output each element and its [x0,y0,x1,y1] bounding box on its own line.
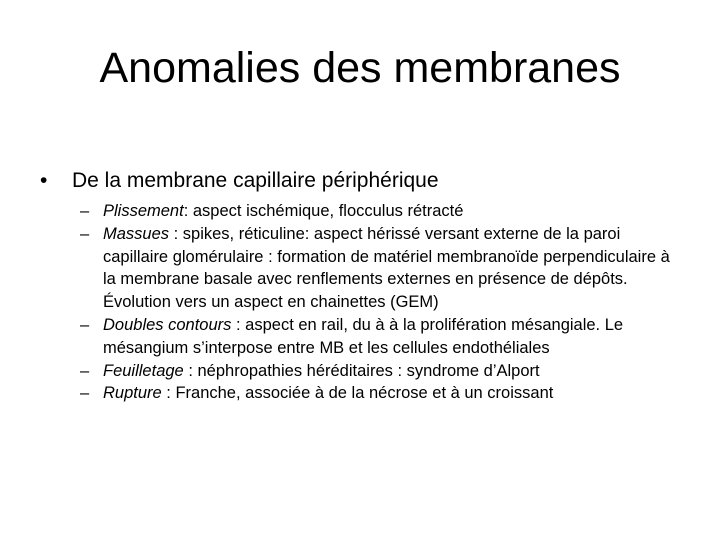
item-term: Rupture [103,384,162,403]
item-text: : Franche, associée à de la nécrose et à un croissant [161,384,554,403]
item-text: : néphropathies héréditaires : syndrome d’Alport [183,361,540,380]
bullet-marker: • [40,169,48,192]
dash-marker: – [80,224,90,243]
sub-bullet-item [80,382,680,405]
item-text: : aspect en rail, du à à la prolifération mésangiale. Le mésangium s’interpose entre MB et les cellules endothéliales [103,315,624,357]
slide-content [40,166,690,405]
sub-bullet-item [80,223,680,314]
item-term: Feuilletage [103,361,184,380]
item-term: Doubles contours [103,315,232,334]
dash-marker: – [80,315,90,334]
dash-marker: – [80,202,90,220]
dash-marker: – [80,361,90,380]
sub-bullet-item [80,314,680,360]
item-term: Massues [103,224,170,243]
bullet-text: De la membrane capillaire périphérique [72,169,439,192]
item-term: Plissement [103,202,184,220]
item-text: : spikes, réticuline: aspect hérissé versant externe de la paroi capillaire glomérulaire : formation de matériel membranoïde perpendiculaire à la membrane basale avec renflements externes en présence de dépôts. Évolution vers un aspect en chainettes (GEM) [103,224,670,312]
sub-bullet-item [80,360,680,383]
sub-bullet-item [80,200,680,223]
sub-bullet-list [80,200,680,405]
slide-title: Anomalies des membranes [99,44,621,92]
item-text: : aspect ischémique, flocculus rétracté [183,202,464,220]
bullet-item [40,166,690,196]
dash-marker: – [80,384,90,403]
